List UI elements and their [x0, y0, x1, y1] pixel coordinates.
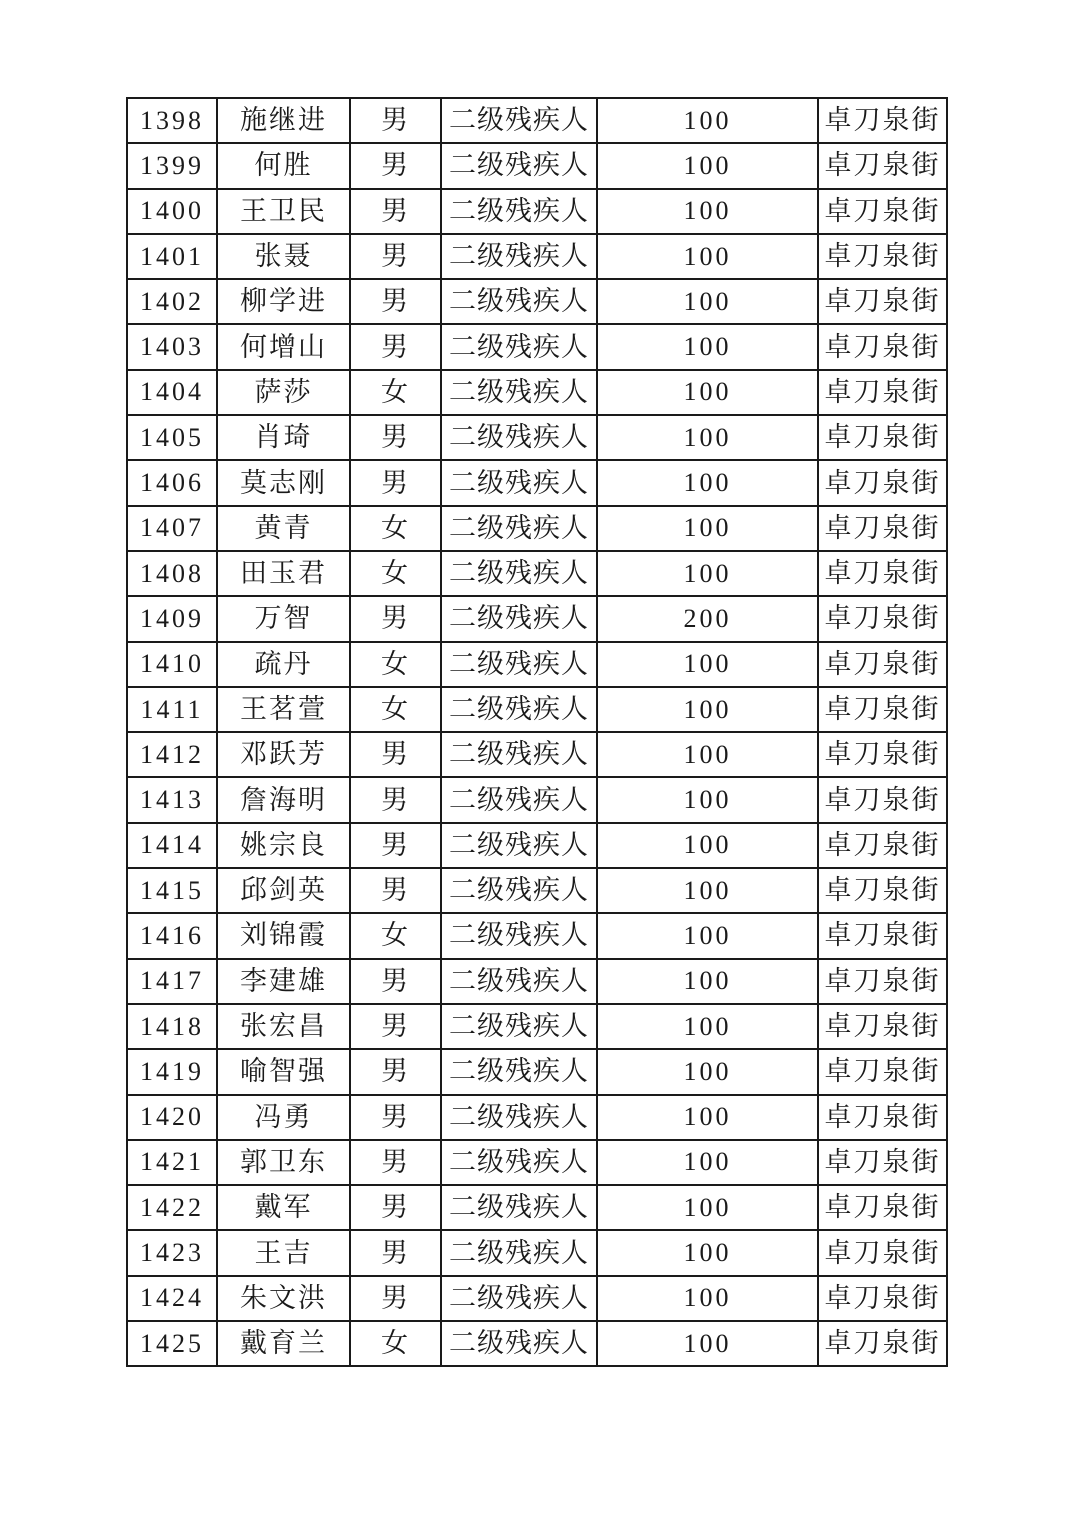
- street-cell: 卓刀泉街: [818, 1004, 947, 1049]
- disability-category-cell: 二级残疾人: [441, 868, 597, 913]
- street-cell: 卓刀泉街: [818, 959, 947, 1004]
- amount-cell: 100: [597, 868, 818, 913]
- street-cell: 卓刀泉街: [818, 1140, 947, 1185]
- amount-cell: 100: [597, 1321, 818, 1366]
- street-cell: 卓刀泉街: [818, 370, 947, 415]
- serial-number-cell: 1422: [127, 1185, 217, 1230]
- serial-number-cell: 1416: [127, 913, 217, 958]
- amount-cell: 100: [597, 732, 818, 777]
- amount-cell: 100: [597, 551, 818, 596]
- table-row: [127, 959, 947, 1004]
- name-cell: 詹海明: [217, 777, 350, 822]
- amount-cell: 100: [597, 460, 818, 505]
- amount-cell: 100: [597, 1230, 818, 1275]
- table-row: [127, 1276, 947, 1321]
- gender-cell: 女: [350, 370, 441, 415]
- street-cell: 卓刀泉街: [818, 1230, 947, 1275]
- table-row: [127, 777, 947, 822]
- table-row: [127, 551, 947, 596]
- amount-cell: 100: [597, 1095, 818, 1140]
- amount-cell: 100: [597, 1276, 818, 1321]
- table-row: [127, 1095, 947, 1140]
- gender-cell: 女: [350, 551, 441, 596]
- gender-cell: 女: [350, 1321, 441, 1366]
- table-row: [127, 823, 947, 868]
- name-cell: 喻智强: [217, 1049, 350, 1094]
- table-row: [127, 415, 947, 460]
- street-cell: 卓刀泉街: [818, 551, 947, 596]
- street-cell: 卓刀泉街: [818, 189, 947, 234]
- serial-number-cell: 1403: [127, 324, 217, 369]
- table-row: [127, 1185, 947, 1230]
- disability-category-cell: 二级残疾人: [441, 1049, 597, 1094]
- amount-cell: 100: [597, 370, 818, 415]
- serial-number-cell: 1411: [127, 687, 217, 732]
- serial-number-cell: 1398: [127, 98, 217, 143]
- street-cell: 卓刀泉街: [818, 279, 947, 324]
- street-cell: 卓刀泉街: [818, 1321, 947, 1366]
- serial-number-cell: 1425: [127, 1321, 217, 1366]
- serial-number-cell: 1409: [127, 596, 217, 641]
- street-cell: 卓刀泉街: [818, 777, 947, 822]
- name-cell: 戴育兰: [217, 1321, 350, 1366]
- serial-number-cell: 1407: [127, 506, 217, 551]
- gender-cell: 男: [350, 1276, 441, 1321]
- table-row: [127, 143, 947, 188]
- table-row: [127, 279, 947, 324]
- disability-category-cell: 二级残疾人: [441, 415, 597, 460]
- street-cell: 卓刀泉街: [818, 913, 947, 958]
- street-cell: 卓刀泉街: [818, 415, 947, 460]
- serial-number-cell: 1412: [127, 732, 217, 777]
- serial-number-cell: 1413: [127, 777, 217, 822]
- disability-category-cell: 二级残疾人: [441, 370, 597, 415]
- gender-cell: 男: [350, 143, 441, 188]
- disability-category-cell: 二级残疾人: [441, 687, 597, 732]
- amount-cell: 100: [597, 1004, 818, 1049]
- disability-category-cell: 二级残疾人: [441, 1276, 597, 1321]
- table-row: [127, 324, 947, 369]
- serial-number-cell: 1419: [127, 1049, 217, 1094]
- amount-cell: 100: [597, 98, 818, 143]
- name-cell: 黄青: [217, 506, 350, 551]
- table-row: [127, 913, 947, 958]
- gender-cell: 女: [350, 642, 441, 687]
- street-cell: 卓刀泉街: [818, 143, 947, 188]
- serial-number-cell: 1404: [127, 370, 217, 415]
- amount-cell: 100: [597, 1185, 818, 1230]
- gender-cell: 女: [350, 913, 441, 958]
- disability-category-cell: 二级残疾人: [441, 324, 597, 369]
- serial-number-cell: 1414: [127, 823, 217, 868]
- table-row: [127, 1049, 947, 1094]
- disability-category-cell: 二级残疾人: [441, 642, 597, 687]
- roster-body: [127, 98, 947, 1366]
- serial-number-cell: 1421: [127, 1140, 217, 1185]
- disability-category-cell: 二级残疾人: [441, 1230, 597, 1275]
- gender-cell: 男: [350, 1049, 441, 1094]
- amount-cell: 100: [597, 959, 818, 1004]
- name-cell: 姚宗良: [217, 823, 350, 868]
- table-row: [127, 234, 947, 279]
- name-cell: 王卫民: [217, 189, 350, 234]
- disability-category-cell: 二级残疾人: [441, 1095, 597, 1140]
- amount-cell: 100: [597, 415, 818, 460]
- disability-category-cell: 二级残疾人: [441, 959, 597, 1004]
- name-cell: 戴军: [217, 1185, 350, 1230]
- name-cell: 张宏昌: [217, 1004, 350, 1049]
- disability-category-cell: 二级残疾人: [441, 1140, 597, 1185]
- gender-cell: 男: [350, 1095, 441, 1140]
- name-cell: 刘锦霞: [217, 913, 350, 958]
- street-cell: 卓刀泉街: [818, 460, 947, 505]
- disability-category-cell: 二级残疾人: [441, 596, 597, 641]
- gender-cell: 女: [350, 506, 441, 551]
- name-cell: 肖琦: [217, 415, 350, 460]
- table-row: [127, 642, 947, 687]
- amount-cell: 100: [597, 143, 818, 188]
- table-row: [127, 1230, 947, 1275]
- serial-number-cell: 1410: [127, 642, 217, 687]
- disability-category-cell: 二级残疾人: [441, 732, 597, 777]
- amount-cell: 100: [597, 279, 818, 324]
- gender-cell: 男: [350, 823, 441, 868]
- gender-cell: 男: [350, 1140, 441, 1185]
- gender-cell: 男: [350, 460, 441, 505]
- gender-cell: 男: [350, 1230, 441, 1275]
- serial-number-cell: 1418: [127, 1004, 217, 1049]
- disability-category-cell: 二级残疾人: [441, 279, 597, 324]
- amount-cell: 100: [597, 642, 818, 687]
- gender-cell: 男: [350, 868, 441, 913]
- amount-cell: 100: [597, 1140, 818, 1185]
- serial-number-cell: 1400: [127, 189, 217, 234]
- disability-category-cell: 二级残疾人: [441, 98, 597, 143]
- serial-number-cell: 1406: [127, 460, 217, 505]
- street-cell: 卓刀泉街: [818, 687, 947, 732]
- name-cell: 朱文洪: [217, 1276, 350, 1321]
- serial-number-cell: 1405: [127, 415, 217, 460]
- street-cell: 卓刀泉街: [818, 1185, 947, 1230]
- table-row: [127, 1321, 947, 1366]
- street-cell: 卓刀泉街: [818, 1049, 947, 1094]
- name-cell: 邱剑英: [217, 868, 350, 913]
- name-cell: 莫志刚: [217, 460, 350, 505]
- street-cell: 卓刀泉街: [818, 868, 947, 913]
- serial-number-cell: 1399: [127, 143, 217, 188]
- gender-cell: 男: [350, 777, 441, 822]
- gender-cell: 男: [350, 1185, 441, 1230]
- disability-category-cell: 二级残疾人: [441, 1185, 597, 1230]
- disability-category-cell: 二级残疾人: [441, 913, 597, 958]
- street-cell: 卓刀泉街: [818, 1095, 947, 1140]
- disability-category-cell: 二级残疾人: [441, 1321, 597, 1366]
- name-cell: 李建雄: [217, 959, 350, 1004]
- serial-number-cell: 1424: [127, 1276, 217, 1321]
- street-cell: 卓刀泉街: [818, 1276, 947, 1321]
- disability-category-cell: 二级残疾人: [441, 777, 597, 822]
- amount-cell: 100: [597, 324, 818, 369]
- name-cell: 万智: [217, 596, 350, 641]
- street-cell: 卓刀泉街: [818, 324, 947, 369]
- street-cell: 卓刀泉街: [818, 234, 947, 279]
- table-row: [127, 732, 947, 777]
- disability-category-cell: 二级残疾人: [441, 551, 597, 596]
- name-cell: 何胜: [217, 143, 350, 188]
- amount-cell: 100: [597, 913, 818, 958]
- amount-cell: 200: [597, 596, 818, 641]
- table-row: [127, 687, 947, 732]
- table-row: [127, 506, 947, 551]
- street-cell: 卓刀泉街: [818, 596, 947, 641]
- name-cell: 王茗萱: [217, 687, 350, 732]
- table-row: [127, 1140, 947, 1185]
- street-cell: 卓刀泉街: [818, 506, 947, 551]
- table-row: [127, 370, 947, 415]
- street-cell: 卓刀泉街: [818, 642, 947, 687]
- disability-category-cell: 二级残疾人: [441, 460, 597, 505]
- gender-cell: 男: [350, 596, 441, 641]
- gender-cell: 女: [350, 687, 441, 732]
- gender-cell: 男: [350, 415, 441, 460]
- table-row: [127, 98, 947, 143]
- disability-category-cell: 二级残疾人: [441, 189, 597, 234]
- disability-category-cell: 二级残疾人: [441, 823, 597, 868]
- table-row: [127, 596, 947, 641]
- serial-number-cell: 1415: [127, 868, 217, 913]
- name-cell: 萨莎: [217, 370, 350, 415]
- gender-cell: 男: [350, 959, 441, 1004]
- amount-cell: 100: [597, 506, 818, 551]
- table-row: [127, 189, 947, 234]
- name-cell: 王吉: [217, 1230, 350, 1275]
- name-cell: 柳学进: [217, 279, 350, 324]
- gender-cell: 男: [350, 279, 441, 324]
- amount-cell: 100: [597, 777, 818, 822]
- name-cell: 冯勇: [217, 1095, 350, 1140]
- table-row: [127, 460, 947, 505]
- disability-category-cell: 二级残疾人: [441, 234, 597, 279]
- serial-number-cell: 1423: [127, 1230, 217, 1275]
- serial-number-cell: 1420: [127, 1095, 217, 1140]
- roster-table: [126, 97, 948, 1367]
- gender-cell: 男: [350, 234, 441, 279]
- disability-category-cell: 二级残疾人: [441, 143, 597, 188]
- gender-cell: 男: [350, 732, 441, 777]
- serial-number-cell: 1417: [127, 959, 217, 1004]
- street-cell: 卓刀泉街: [818, 98, 947, 143]
- amount-cell: 100: [597, 823, 818, 868]
- serial-number-cell: 1408: [127, 551, 217, 596]
- gender-cell: 男: [350, 189, 441, 234]
- amount-cell: 100: [597, 189, 818, 234]
- table-row: [127, 1004, 947, 1049]
- name-cell: 张聂: [217, 234, 350, 279]
- amount-cell: 100: [597, 234, 818, 279]
- name-cell: 疏丹: [217, 642, 350, 687]
- gender-cell: 男: [350, 98, 441, 143]
- disability-category-cell: 二级残疾人: [441, 1004, 597, 1049]
- table-row: [127, 868, 947, 913]
- serial-number-cell: 1401: [127, 234, 217, 279]
- name-cell: 邓跃芳: [217, 732, 350, 777]
- disability-category-cell: 二级残疾人: [441, 506, 597, 551]
- amount-cell: 100: [597, 687, 818, 732]
- street-cell: 卓刀泉街: [818, 732, 947, 777]
- gender-cell: 男: [350, 1004, 441, 1049]
- serial-number-cell: 1402: [127, 279, 217, 324]
- name-cell: 何增山: [217, 324, 350, 369]
- street-cell: 卓刀泉街: [818, 823, 947, 868]
- amount-cell: 100: [597, 1049, 818, 1094]
- name-cell: 郭卫东: [217, 1140, 350, 1185]
- name-cell: 田玉君: [217, 551, 350, 596]
- gender-cell: 男: [350, 324, 441, 369]
- name-cell: 施继进: [217, 98, 350, 143]
